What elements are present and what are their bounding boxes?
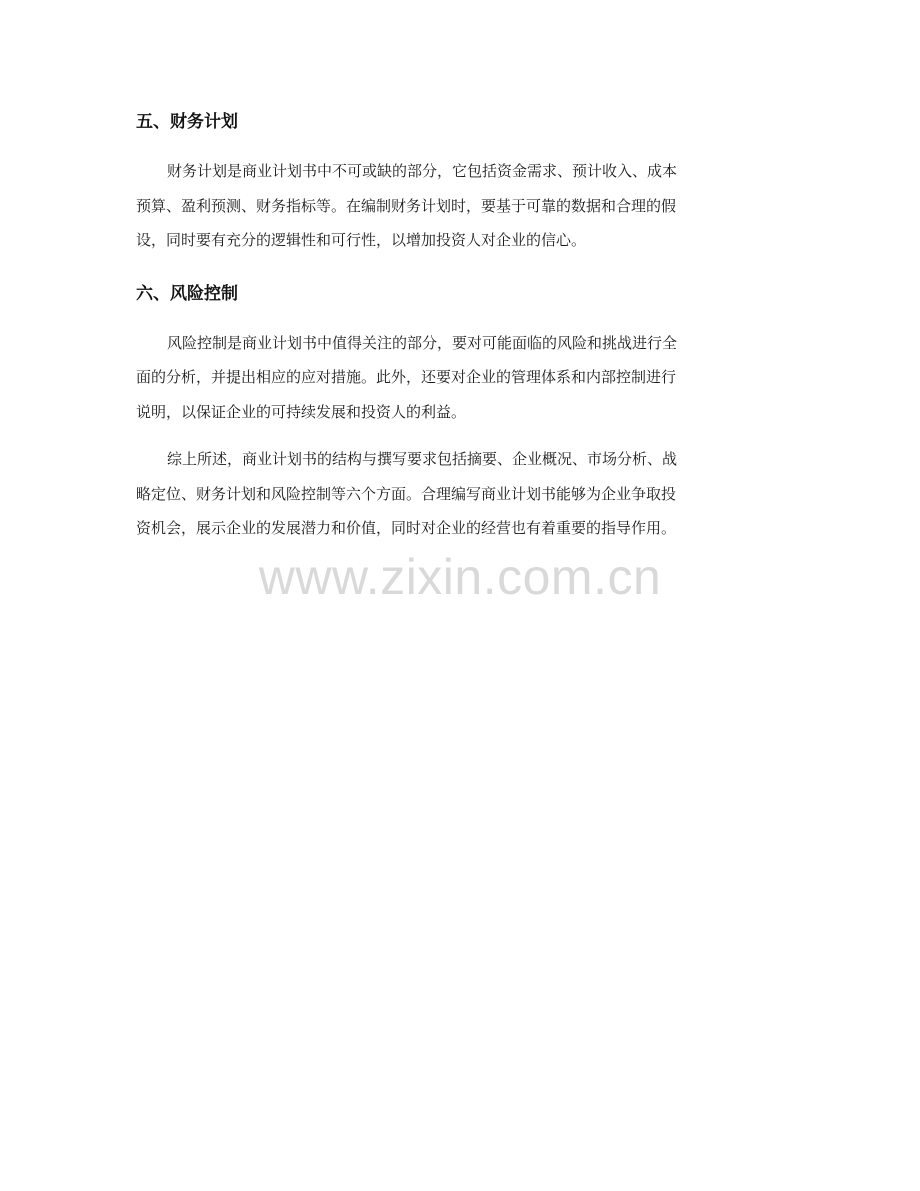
paragraph-conclusion [136, 442, 786, 546]
watermark: www.zixin.com.cn [258, 549, 662, 605]
section-heading-risk-control: 六、风险控制 [136, 283, 238, 304]
paragraph-line: 略定位、财务计划和风险控制等六个方面。合理编写商业计划书能够为企业争取投 [136, 484, 677, 503]
paragraph-line: 财务计划是商业计划书中不可或缺的部分，它包括资金需求、预计收入、成本 [167, 162, 678, 180]
paragraph-risk-control [136, 326, 786, 430]
paragraph-line: 预算、盈利预测、财务指标等。在编制财务计划时，要基于可靠的数据和合理的假 [136, 196, 677, 215]
paragraph-line: 设，同时要有充分的逻辑性和可行性，以增加投资人对企业的信心。 [136, 231, 587, 249]
paragraph-line: 综上所述，商业计划书的结构与撰写要求包括摘要、企业概况、市场分析、战 [167, 450, 678, 468]
paragraph-line: 风险控制是商业计划书中值得关注的部分，要对可能面临的风险和挑战进行全 [167, 333, 678, 352]
paragraph-line: 面的分析，并提出相应的应对措施。此外，还要对企业的管理体系和内部控制进行 [136, 368, 677, 386]
paragraph-line: 资机会，展示企业的发展潜力和价值，同时对企业的经营也有着重要的指导作用。 [136, 519, 677, 537]
paragraph-financial-plan [136, 154, 786, 258]
paragraph-line: 说明，以保证企业的可持续发展和投资人的利益。 [136, 402, 467, 421]
section-heading-financial-plan: 五、财务计划 [136, 112, 238, 132]
document-body [136, 104, 786, 546]
